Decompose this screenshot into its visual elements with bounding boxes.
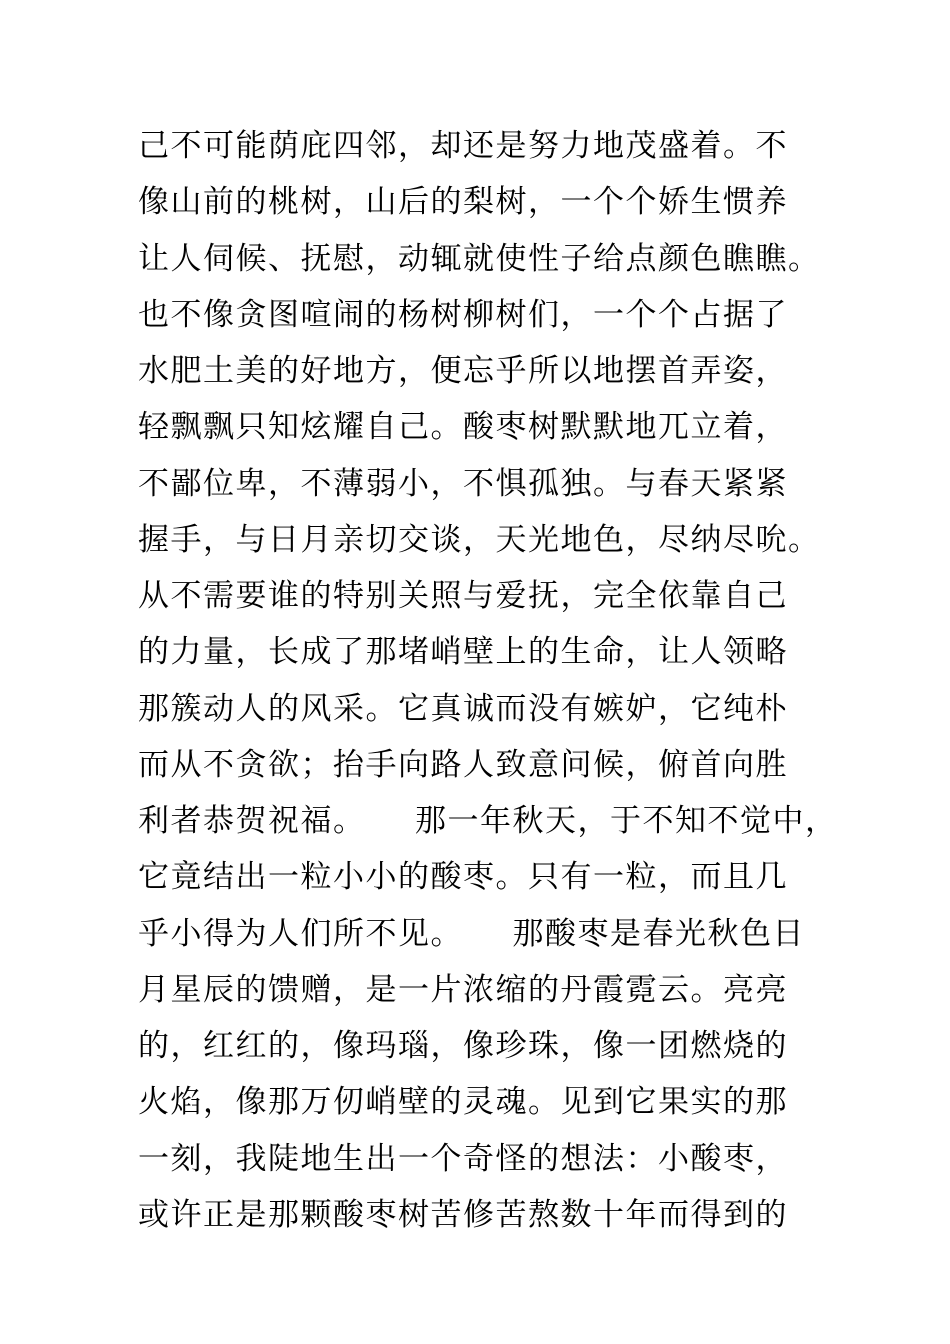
text-line: 利者恭贺祝福。 那一年秋天，于不知不觉中， — [138, 803, 838, 839]
text-line: 己不可能荫庇四邻，却还是努力地茂盛着。不 — [138, 128, 788, 164]
text-line: 也不像贪图喧闹的杨树柳树们，一个个占据了 — [138, 296, 788, 333]
text-line: 握手，与日月亲切交谈，天光地色，尽纳尽吮。 — [138, 521, 821, 558]
text-line: 乎小得为人们所不见。 那酸枣是春光秋色日 — [138, 915, 805, 952]
text-line: 水肥土美的好地方，便忘乎所以地摆首弄姿， — [138, 353, 788, 389]
text-line: 从不需要谁的特别关照与爱抚，完全依靠自己 — [138, 578, 788, 614]
text-line: 一刻，我陡地生出一个奇怪的想法：小酸枣， — [138, 1140, 788, 1177]
text-line: 的力量，长成了那堵峭壁上的生命，让人领略 — [138, 634, 788, 671]
text-line: 不鄙位卑，不薄弱小，不惧孤独。与春天紧紧 — [138, 465, 788, 502]
text-line: 而从不贪欲；抬手向路人致意问候，俯首向胜 — [138, 746, 788, 783]
text-line: 那簇动人的风采。它真诚而没有嫉妒，它纯朴 — [138, 690, 788, 727]
text-line: 让人伺候、抚慰，动辄就使性子给点颜色瞧瞧。 — [138, 240, 821, 277]
text-line: 它竟结出一粒小小的酸枣。只有一粒，而且几 — [138, 859, 788, 896]
text-line: 火焰，像那万仞峭壁的灵魂。见到它果实的那 — [138, 1084, 788, 1121]
text-line: 像山前的桃树，山后的梨树，一个个娇生惯养 — [138, 184, 788, 221]
body-text — [138, 118, 898, 1243]
text-line: 轻飘飘只知炫耀自己。酸枣树默默地兀立着， — [138, 409, 788, 446]
text-line: 或许正是那颗酸枣树苦修苦熬数十年而得到的 — [138, 1196, 788, 1233]
text-line: 月星辰的馈赠，是一片浓缩的丹霞霓云。亮亮 — [138, 971, 788, 1008]
text-line: 的，红红的，像玛瑙，像珍珠，像一团燃烧的 — [138, 1028, 788, 1064]
